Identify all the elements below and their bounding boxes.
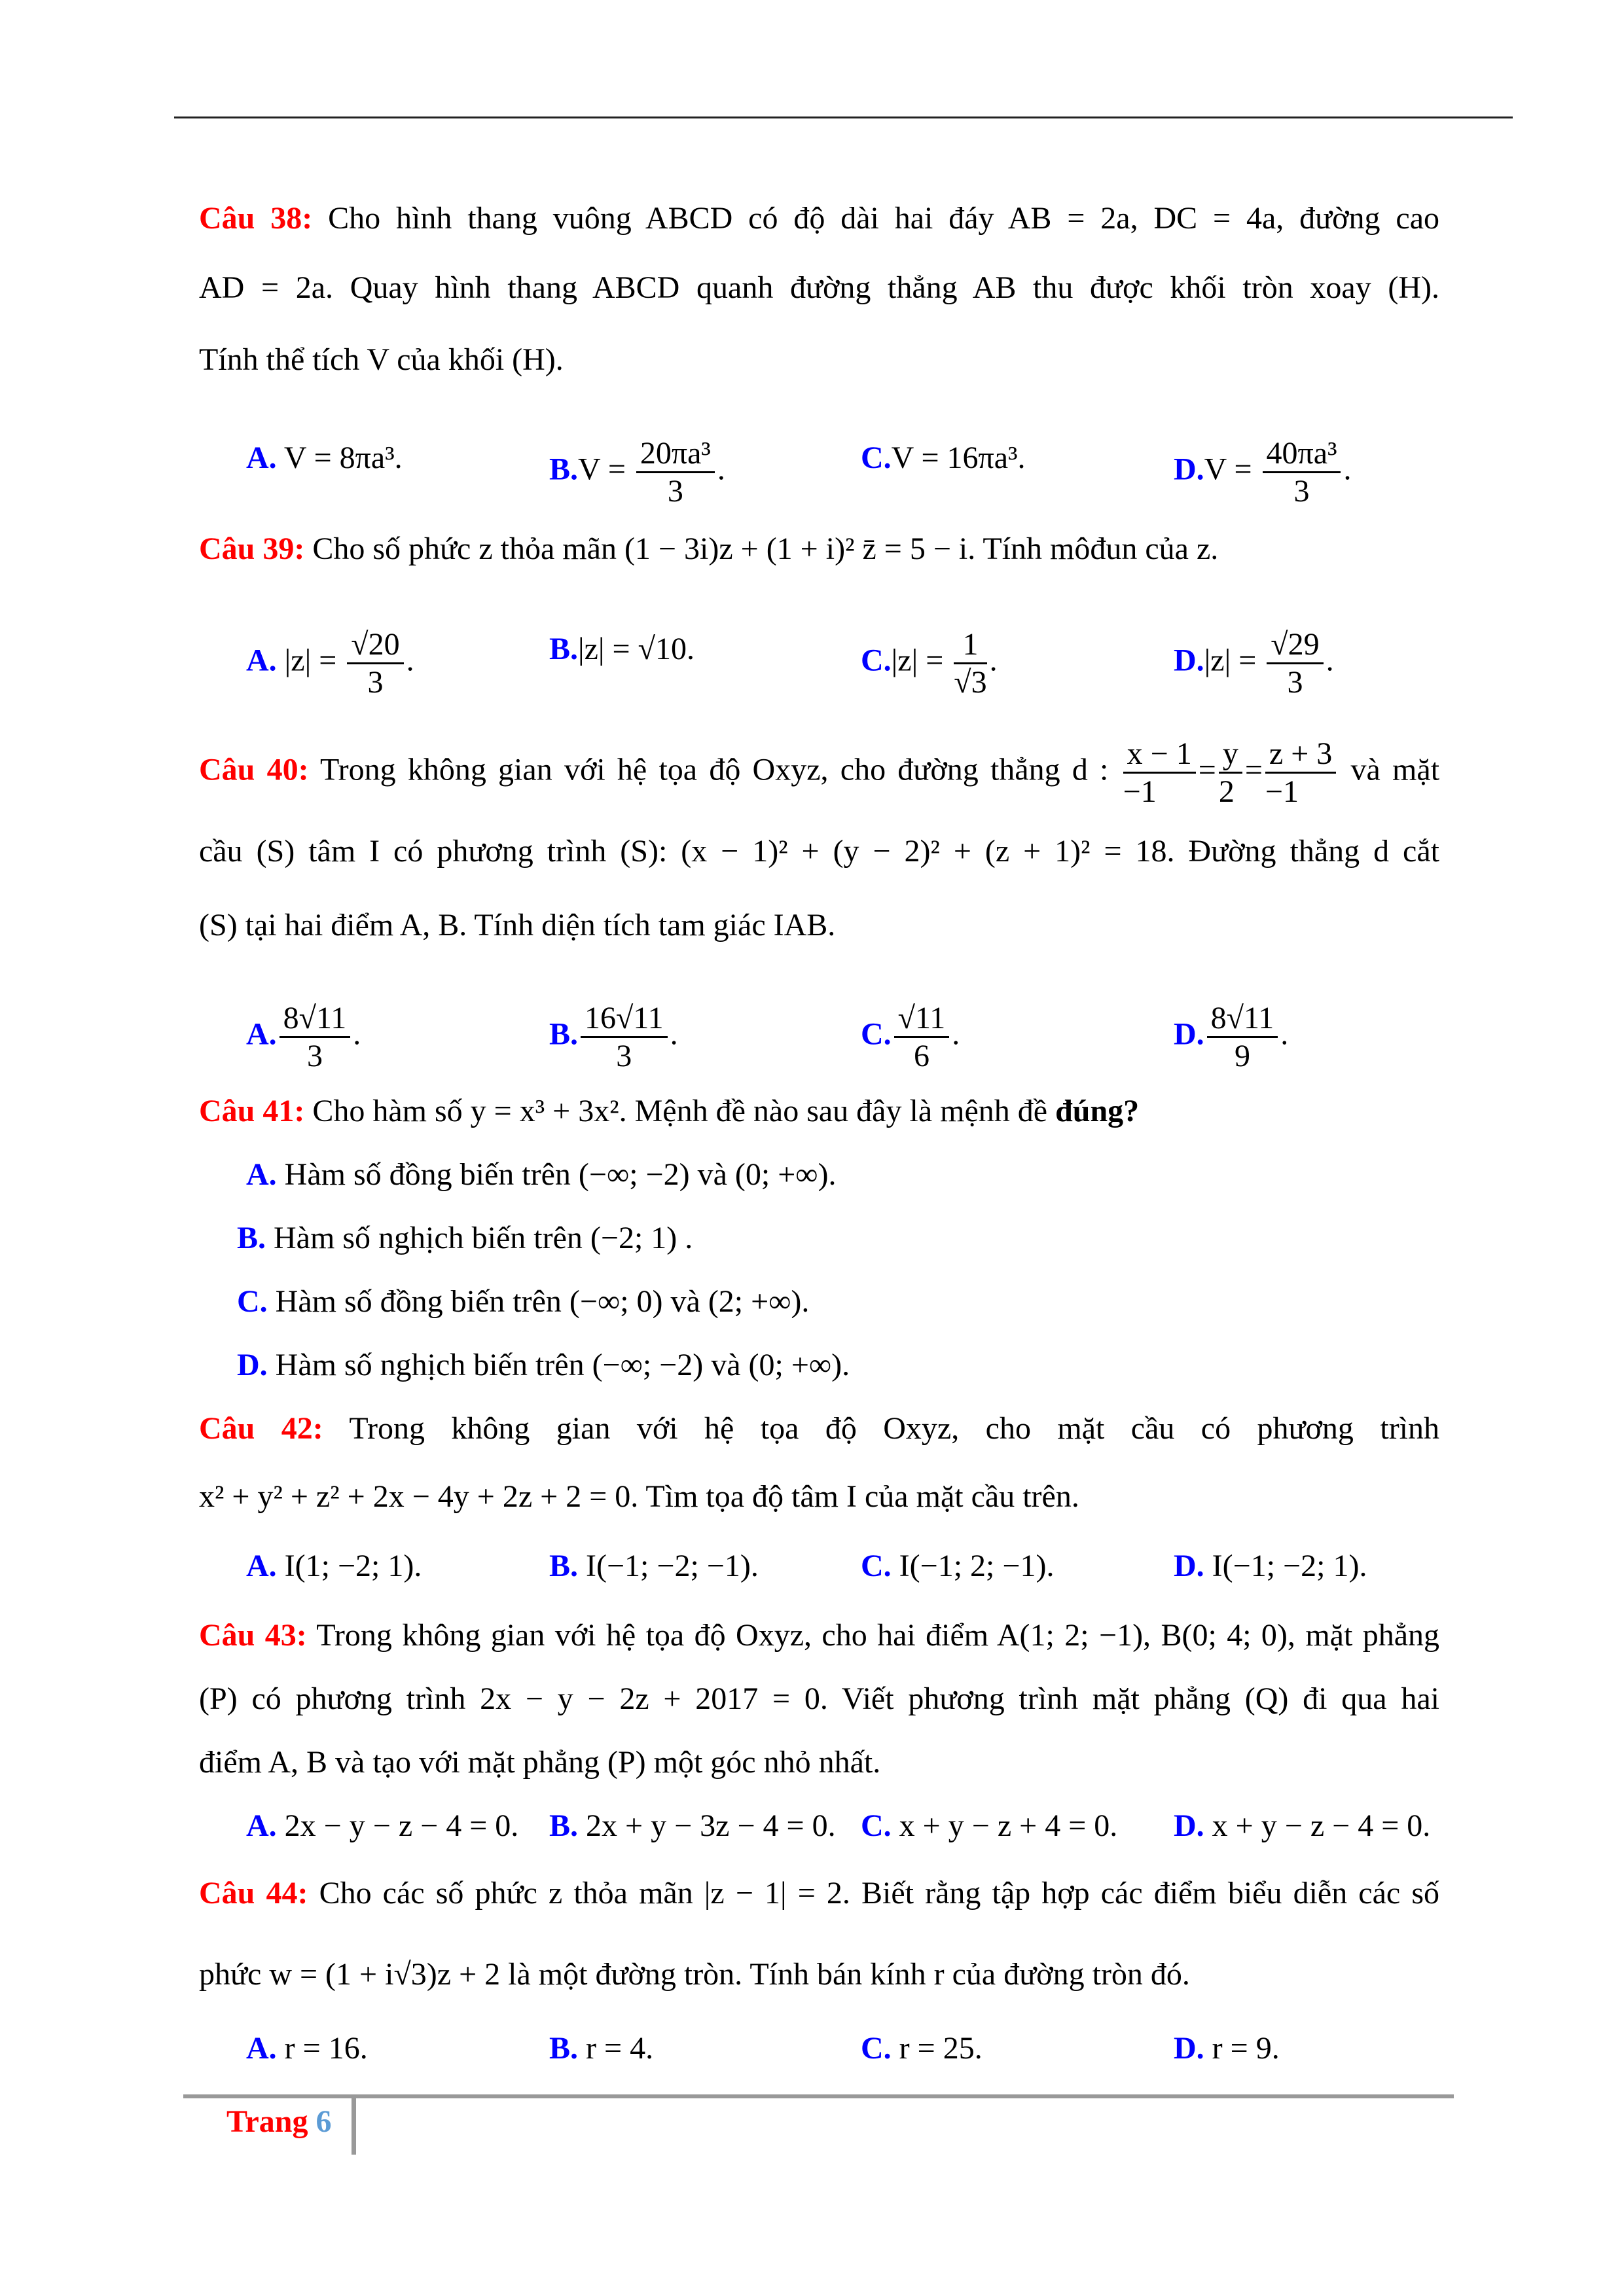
answer-text: I(−1; 2; −1).	[899, 1549, 1055, 1583]
answer-text: |z| =	[891, 643, 952, 678]
q44-line-2	[199, 1952, 1439, 1998]
question-text: điểm A, B và tạo với mặt phẳng (P) một góc nhỏ nhất.	[199, 1745, 881, 1780]
fraction	[280, 1000, 351, 1074]
answer-text: Hàm số đồng biến trên (−∞; −2) và (0; +∞).	[284, 1157, 837, 1192]
question-label: Câu 42:	[199, 1411, 323, 1446]
question-label: Câu 39:	[199, 531, 305, 566]
fraction	[1263, 435, 1341, 509]
numerator: 40πa³	[1263, 435, 1341, 473]
question-text: và mặt	[1350, 752, 1440, 787]
answer-text: I(−1; −2; −1).	[586, 1549, 759, 1583]
answer-letter: D.	[1174, 452, 1204, 487]
question-text: Tính thể tích V của khối (H).	[199, 342, 564, 377]
q39-answer-d[interactable]	[1174, 626, 1334, 700]
q38-line-2	[199, 265, 1439, 311]
numerator: √11	[894, 1000, 950, 1038]
q42-answer-d[interactable]	[1174, 1543, 1367, 1589]
answer-letter: D.	[237, 1348, 268, 1382]
question-text: Cho hình thang vuông ABCD có độ dài hai đáy AB = 2a, DC = 4a, đường cao	[328, 201, 1440, 236]
answer-letter: C.	[237, 1284, 268, 1319]
q43-line-3	[199, 1740, 1439, 1785]
fraction	[1265, 736, 1336, 810]
answer-letter: D.	[1174, 643, 1204, 678]
answer-letter: B.	[549, 632, 579, 666]
q39-answer-b[interactable]	[549, 626, 695, 672]
q44-answer-c[interactable]	[861, 2026, 983, 2072]
q41-answer-b[interactable]	[237, 1215, 693, 1261]
question-text: phức w = (1 + i√3)z + 2 là một đường tròn. Tính bán kính r của đường tròn đó.	[199, 1957, 1190, 1992]
page-value: 6	[316, 2104, 332, 2139]
punct: .	[952, 1016, 960, 1052]
q43-answer-b[interactable]	[549, 1803, 836, 1849]
question-text: (P) có phương trình 2x − y − 2z + 2017 = 0. Viết phương trình mặt phẳng (Q) đi qua hai	[199, 1681, 1439, 1716]
question-label: Câu 40:	[199, 752, 309, 787]
answer-text: |z| =	[284, 643, 345, 678]
answer-text: V =	[578, 452, 634, 487]
fraction	[636, 435, 715, 509]
fraction	[1207, 1000, 1278, 1074]
answer-letter: C.	[861, 643, 892, 678]
q40-line-3	[199, 903, 1439, 948]
answer-letter: B.	[549, 1016, 579, 1052]
fraction	[1123, 736, 1196, 810]
q40-line-1	[199, 736, 1440, 810]
answer-letter: B.	[549, 2031, 579, 2066]
question-label: Câu 44:	[199, 1876, 308, 1910]
punct: .	[1326, 643, 1334, 678]
fraction	[581, 1000, 668, 1074]
answer-text: Hàm số đồng biến trên (−∞; 0) và (2; +∞).	[275, 1284, 810, 1319]
question-label: Câu 43:	[199, 1618, 307, 1653]
answer-letter: C.	[861, 1016, 892, 1052]
answer-text: 2x + y − 3z − 4 = 0.	[586, 1808, 836, 1843]
answer-text: V =	[1204, 452, 1260, 487]
q38-line-1	[199, 196, 1439, 242]
answer-text: x + y − z − 4 = 0.	[1212, 1808, 1431, 1843]
answer-text: r = 16.	[284, 2031, 368, 2066]
q42-answer-c[interactable]	[861, 1543, 1054, 1589]
answer-letter: A.	[246, 1016, 277, 1052]
q39-answer-a[interactable]	[246, 626, 414, 700]
q42-answer-a[interactable]	[246, 1543, 422, 1589]
answer-text: r = 25.	[899, 2031, 983, 2066]
q41-answer-d[interactable]	[237, 1342, 850, 1388]
answer-letter: B.	[549, 452, 579, 487]
answer-text: |z| =	[1204, 643, 1265, 678]
answer-text: I(−1; −2; 1).	[1212, 1549, 1367, 1583]
answer-letter: A.	[246, 2031, 277, 2066]
question-text: (S) tại hai điểm A, B. Tính diện tích tam giác IAB.	[199, 908, 836, 942]
q44-answer-d[interactable]	[1174, 2026, 1280, 2072]
page-number	[226, 2102, 331, 2142]
numerator: 16√11	[581, 1000, 668, 1038]
fraction	[954, 626, 986, 700]
q43-line-1	[199, 1613, 1439, 1659]
q42-answer-b[interactable]	[549, 1543, 759, 1589]
q43-answer-a[interactable]	[246, 1803, 518, 1849]
question-text: AD = 2a. Quay hình thang ABCD quanh đường thẳng AB thu được khối tròn xoay (H).	[199, 270, 1439, 305]
answer-letter: C.	[861, 1808, 892, 1843]
answer-text: x + y − z + 4 = 0.	[899, 1808, 1118, 1843]
footer-rule	[183, 2094, 1454, 2098]
answer-letter: B.	[549, 1808, 579, 1843]
q38-answer-c[interactable]	[861, 435, 1025, 481]
answer-text: Hàm số nghịch biến trên (−∞; −2) và (0; +∞).	[275, 1348, 850, 1382]
q40-answer-d[interactable]	[1174, 1000, 1289, 1074]
answer-letter: D.	[1174, 1016, 1204, 1052]
answer-letter: A.	[246, 1549, 277, 1583]
answer-text: r = 9.	[1212, 2031, 1280, 2066]
numerator: z + 3	[1265, 736, 1336, 774]
answer-letter: A.	[246, 1808, 277, 1843]
question-label: Câu 41:	[199, 1094, 305, 1128]
numerator: 1	[954, 626, 986, 664]
header-rule	[174, 117, 1513, 118]
answer-text: Hàm số nghịch biến trên (−2; 1) .	[274, 1221, 693, 1255]
question-text: cầu (S) tâm I có phương trình (S): (x − 1)² + (y − 2)² + (z + 1)² = 18. Đường thẳng d cắt	[199, 834, 1439, 869]
denominator: −1	[1265, 774, 1299, 810]
denominator: 3	[367, 665, 384, 700]
punct: .	[670, 1016, 678, 1052]
question-label: Câu 38:	[199, 201, 313, 236]
answer-letter: C.	[861, 440, 892, 475]
equals: =	[1198, 752, 1216, 787]
answer-letter: A.	[246, 1157, 277, 1192]
q41-line-1	[199, 1088, 1439, 1134]
answer-letter: D.	[1174, 1549, 1204, 1583]
fraction	[347, 626, 403, 700]
numerator: x − 1	[1123, 736, 1196, 774]
denominator: 3	[667, 474, 683, 509]
q38-answer-a[interactable]	[246, 435, 403, 481]
fraction	[1267, 626, 1323, 700]
question-text: Trong không gian với hệ tọa độ Oxyz, cho hai điểm A(1; 2; −1), B(0; 4; 0), mặt phẳng	[316, 1618, 1440, 1653]
q43-line-2	[199, 1676, 1439, 1722]
answer-letter: D.	[1174, 1808, 1204, 1843]
q40-line-2	[199, 829, 1439, 874]
punct: .	[1343, 452, 1352, 487]
q38-answer-b[interactable]	[549, 435, 725, 509]
emphasis-text: đúng?	[1055, 1094, 1140, 1128]
q38-answer-d[interactable]	[1174, 435, 1352, 509]
answer-letter: B.	[549, 1549, 579, 1583]
q44-answer-a[interactable]	[246, 2026, 368, 2072]
numerator: 20πa³	[636, 435, 715, 473]
answer-text: 2x − y − z − 4 = 0.	[284, 1808, 519, 1843]
punct: .	[406, 643, 414, 678]
answer-letter: C.	[861, 1549, 892, 1583]
fraction	[1219, 736, 1242, 810]
q43-answer-c[interactable]	[861, 1803, 1117, 1849]
punct: .	[717, 452, 725, 487]
q40-answer-a[interactable]	[246, 1000, 361, 1074]
punct: .	[989, 643, 998, 678]
question-text: x² + y² + z² + 2x − 4y + 2z + 2 = 0. Tìm tọa độ tâm I của mặt cầu trên.	[199, 1479, 1079, 1514]
numerator: 8√11	[1207, 1000, 1278, 1038]
q42-line-2	[199, 1474, 1439, 1520]
denominator: √3	[954, 665, 987, 700]
line-equation	[1121, 736, 1339, 810]
q40-answer-b[interactable]	[549, 1000, 678, 1074]
denominator: 3	[306, 1039, 323, 1074]
q39-answer-c[interactable]	[861, 626, 998, 700]
denominator: 3	[1287, 665, 1303, 700]
answer-text: I(1; −2; 1).	[284, 1549, 422, 1583]
q38-line-3	[199, 337, 1439, 383]
numerator: 8√11	[280, 1000, 351, 1038]
question-text: Trong không gian với hệ tọa độ Oxyz, cho mặt cầu có phương trình	[349, 1411, 1440, 1446]
denominator: 2	[1218, 774, 1235, 810]
q44-answer-b[interactable]	[549, 2026, 653, 2072]
q41-answer-c[interactable]	[237, 1279, 809, 1325]
fraction	[894, 1000, 950, 1074]
punct: .	[1280, 1016, 1289, 1052]
q44-line-1	[199, 1871, 1439, 1916]
answer-text: r = 4.	[586, 2031, 654, 2066]
answer-letter: D.	[1174, 2031, 1204, 2066]
numerator: y	[1219, 736, 1242, 774]
question-text: Cho hàm số y = x³ + 3x². Mệnh đề nào sau đây là mệnh đề	[312, 1094, 1056, 1128]
numerator: √20	[347, 626, 403, 664]
denominator: 9	[1234, 1039, 1250, 1074]
question-text: Cho các số phức z thỏa mãn |z − 1| = 2. Biết rằng tập hợp các điểm biểu diễn các số	[319, 1876, 1440, 1910]
denominator: −1	[1123, 774, 1157, 810]
footer-divider	[352, 2094, 356, 2155]
denominator: 6	[913, 1039, 929, 1074]
q39-line-1	[199, 526, 1439, 572]
equals: =	[1244, 752, 1263, 787]
question-text: Cho số phức z thỏa mãn (1 − 3i)z + (1 + i)² z̄ = 5 − i. Tính môđun của z.	[312, 531, 1219, 566]
punct: .	[353, 1016, 361, 1052]
answer-letter: A.	[246, 643, 277, 678]
answer-text: |z| = √10.	[578, 632, 695, 666]
answer-letter: B.	[237, 1221, 266, 1255]
numerator: √29	[1267, 626, 1323, 664]
q40-answer-c[interactable]	[861, 1000, 960, 1074]
q41-answer-a[interactable]	[246, 1152, 836, 1198]
answer-letter: A.	[246, 440, 277, 475]
denominator: 3	[616, 1039, 632, 1074]
answer-text: V = 16πa³.	[891, 440, 1026, 475]
denominator: 3	[1293, 474, 1310, 509]
answer-text: V = 8πa³.	[283, 440, 403, 475]
q43-answer-d[interactable]	[1174, 1803, 1430, 1849]
q42-line-1	[199, 1406, 1439, 1452]
answer-letter: C.	[861, 2031, 892, 2066]
question-text: Trong không gian với hệ tọa độ Oxyz, cho đường thẳng d :	[319, 752, 1109, 787]
page-label: Trang	[226, 2104, 308, 2139]
